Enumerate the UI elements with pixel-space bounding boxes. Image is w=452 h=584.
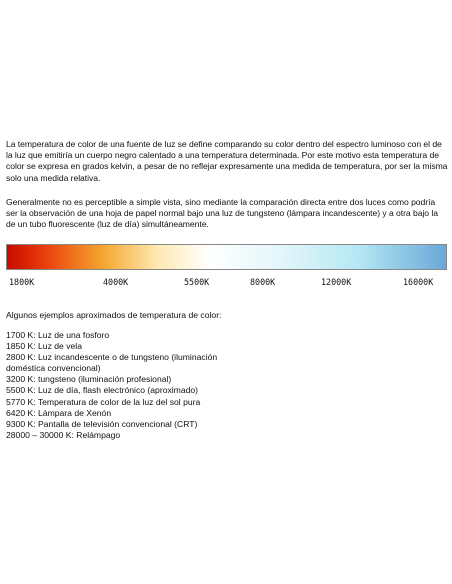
list-item: 1700 K: Luz de una fosforo bbox=[6, 330, 110, 340]
tick-label-16000k: 16000K bbox=[403, 277, 434, 287]
tick-label-4000k: 4000K bbox=[103, 277, 129, 287]
intro-paragraph-1: La temperatura de color de una fuente de luz se define comparando su color dentro del espectro luminoso con el de la luz que emitiría un cuerpo negro calentado a una temperatura determinada. Por este motivo esta temperatura de color se expresa en grados kelvin, a pesar de no reflejar expresamente una medida de temperatura, por ser la misma solo una medida relativa. bbox=[6, 139, 448, 183]
list-item: 3200 K: tungsteno (iluminación profesional) bbox=[6, 374, 172, 385]
tick-label-12000k: 12000K bbox=[321, 277, 352, 287]
color-temperature-spectrum-bar bbox=[6, 244, 447, 270]
examples-list bbox=[6, 330, 306, 441]
list-item: 1850 K: Luz de vela bbox=[6, 341, 82, 352]
examples-heading: Algunos ejemplos aproximados de temperatura de color: bbox=[6, 310, 222, 320]
list-item: 9300 K: Pantalla de televisión convencional (CRT) bbox=[6, 418, 198, 429]
spectrum-tick-labels bbox=[0, 277, 452, 289]
list-item: doméstica convencional) bbox=[6, 363, 101, 374]
list-item: 5770 K: Temperatura de color de la luz del sol pura bbox=[6, 396, 201, 407]
list-item: 6420 K: Lámpara de Xenón bbox=[6, 407, 112, 418]
tick-label-1800k: 1800K bbox=[9, 277, 35, 287]
tick-label-8000k: 8000K bbox=[250, 277, 276, 287]
intro-paragraph-2: Generalmente no es perceptible a simple vista, sino mediante la comparación directa entre dos luces como podría ser la observación de una hoja de papel normal bajo una luz de tungsteno (lámpara incandescente) y a otra bajo la de un tubo fluorescente (luz de día) simultáneamente. bbox=[6, 197, 438, 230]
list-item: 28000 – 30000 K: Relámpago bbox=[6, 429, 121, 440]
list-item: 2800 K: Luz incandescente o de tungsteno (iluminación bbox=[6, 352, 218, 363]
list-item: 5500 K: Luz de día, flash electrónico (aproximado) bbox=[6, 385, 199, 396]
tick-label-5500k: 5500K bbox=[184, 277, 210, 287]
